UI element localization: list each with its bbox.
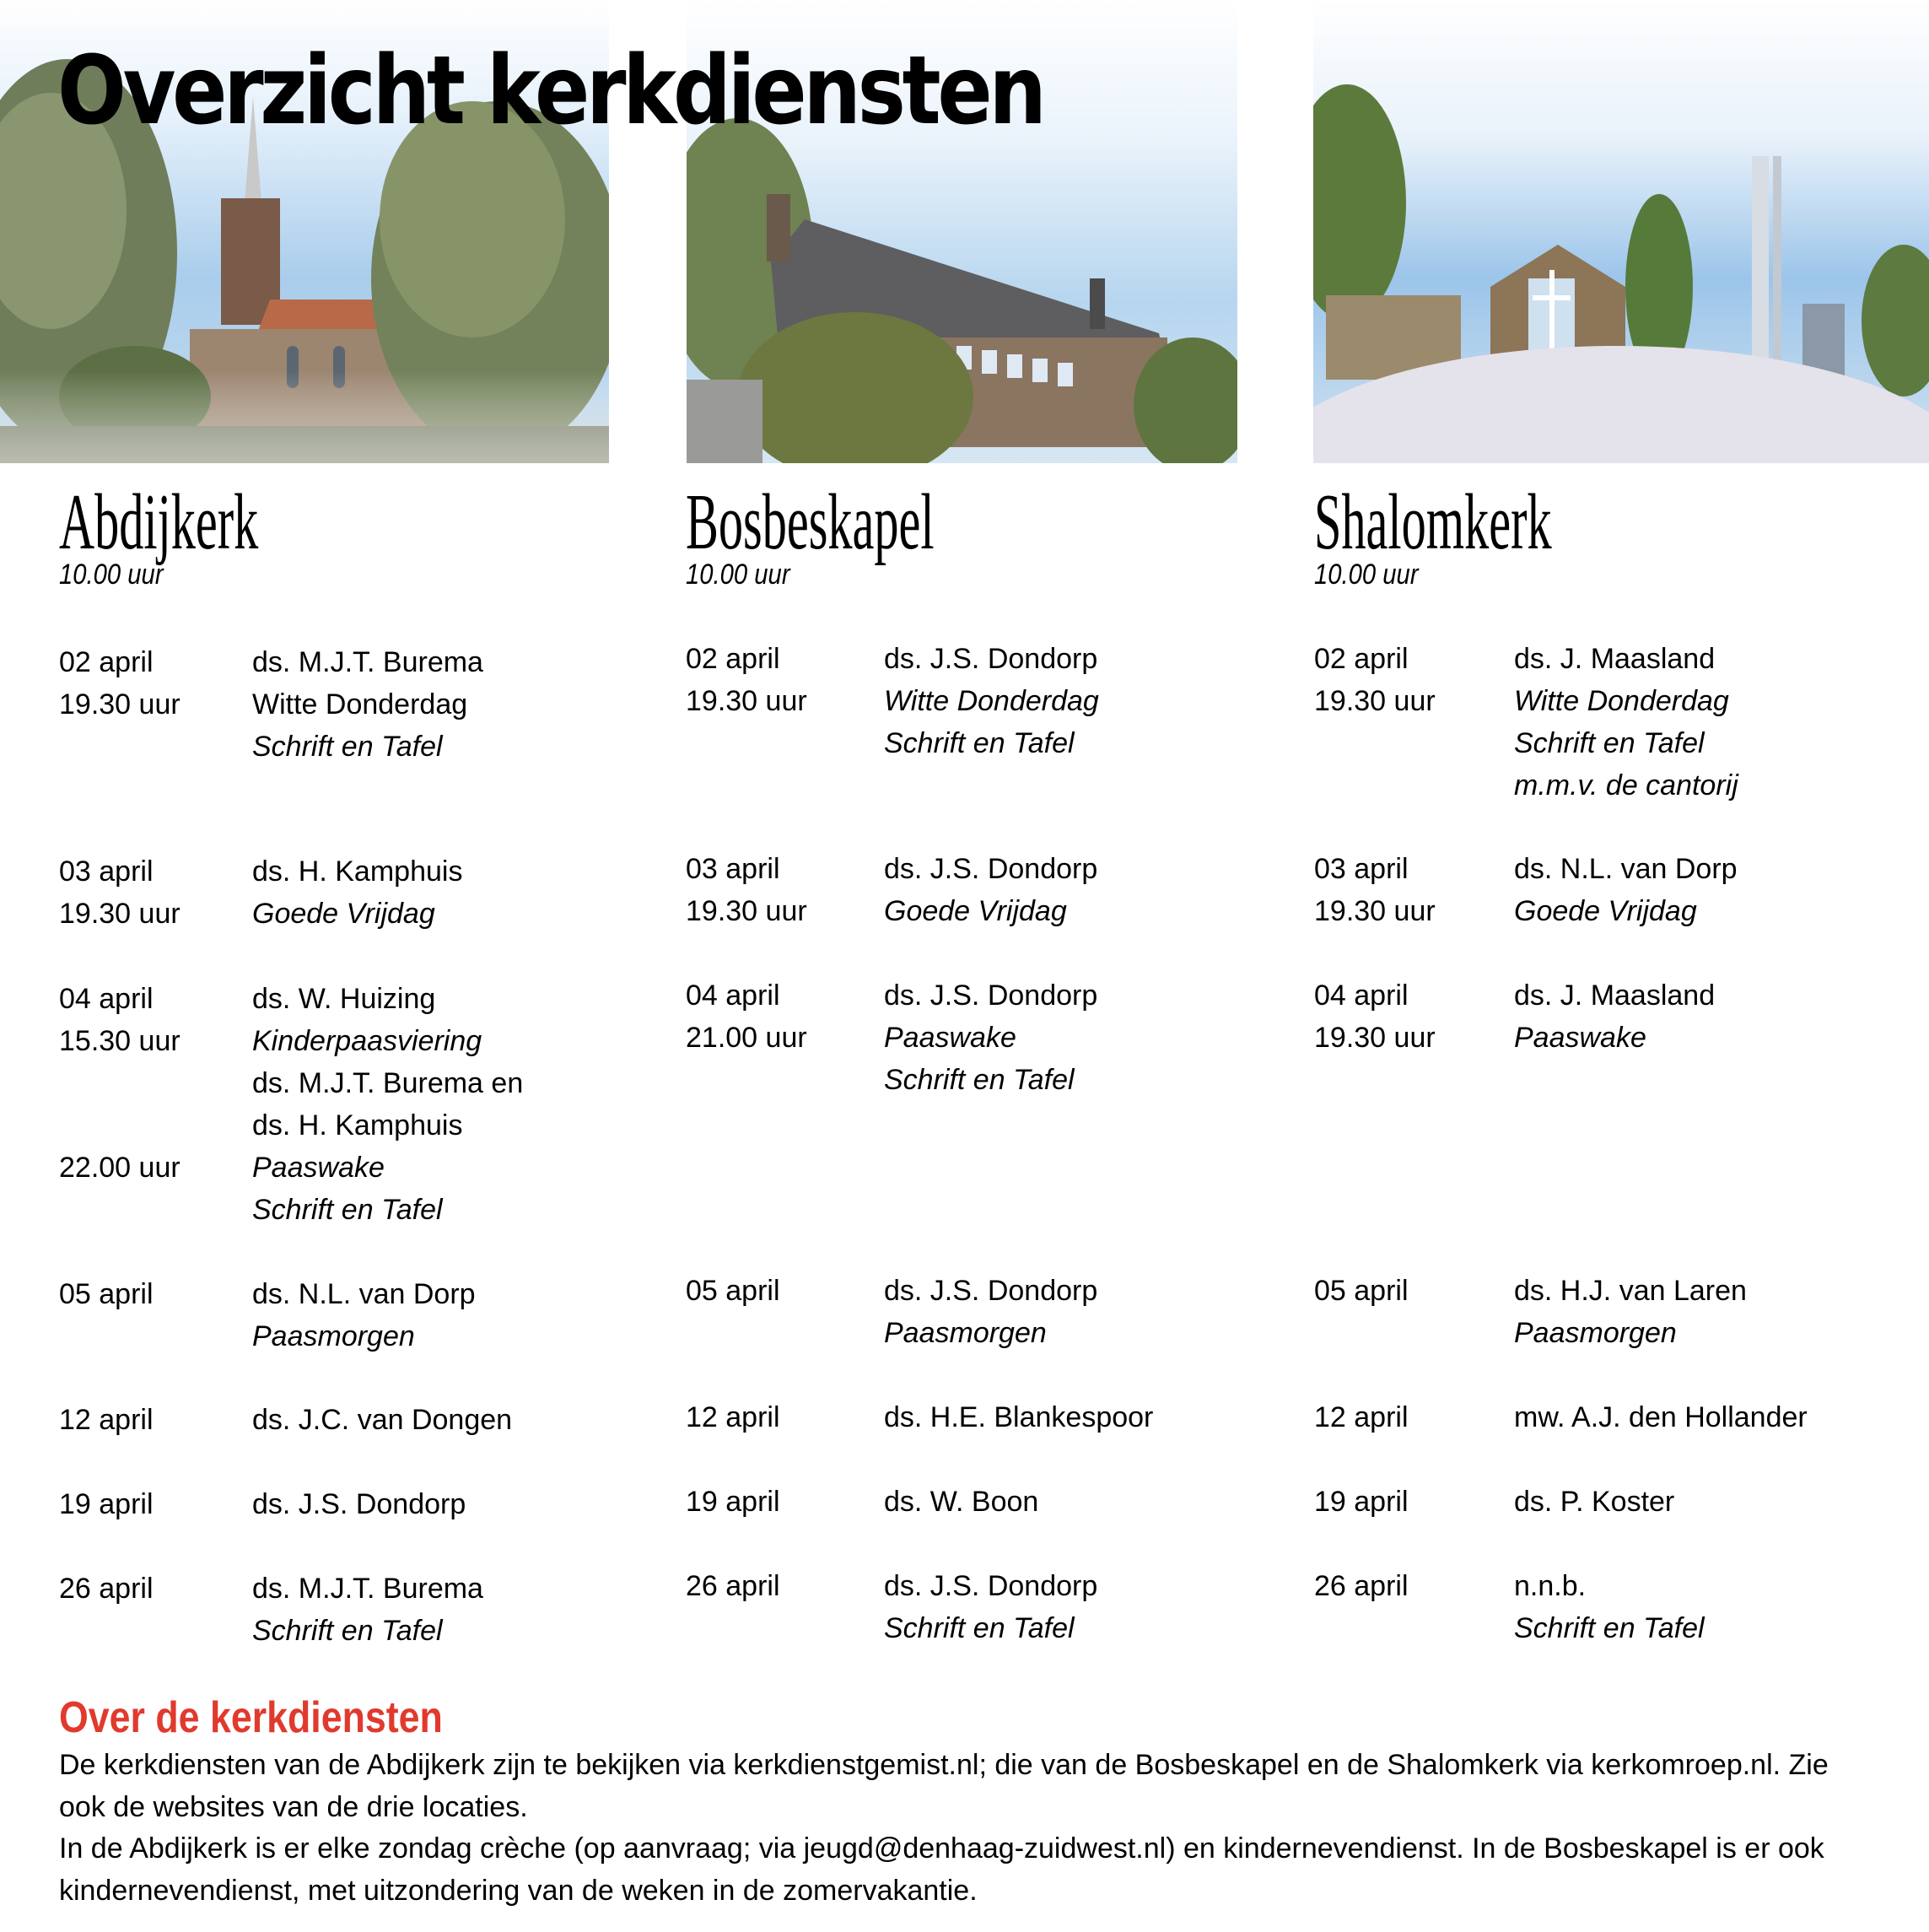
church-name: Shalomkerk xyxy=(1314,478,1552,566)
service-details xyxy=(884,974,1097,1101)
service-note: Goede Vrijdag xyxy=(252,898,435,930)
service-details xyxy=(1514,638,1738,807)
service-time: 19.30 uur xyxy=(686,895,807,927)
service-when xyxy=(686,848,807,932)
service-preacher: ds. J.S. Dondorp xyxy=(884,1275,1098,1307)
service-date: 12 april xyxy=(686,1401,780,1433)
service-note: Schrift en Tafel xyxy=(1514,1612,1705,1644)
service-time: 19.30 uur xyxy=(1314,895,1436,927)
service-preacher: ds. N.L. van Dorp xyxy=(1514,853,1738,885)
church-name: Bosbeskapel xyxy=(686,478,935,566)
service-time xyxy=(59,1104,181,1147)
service-note: Witte Donderdag xyxy=(252,688,468,720)
church-regular-time: 10.00 uur xyxy=(686,559,790,591)
service-note: Schrift en Tafel xyxy=(884,1064,1075,1096)
service-note: ds. M.J.T. Burema en xyxy=(252,1067,524,1099)
service-details xyxy=(884,1481,1038,1523)
service-note: Witte Donderdag xyxy=(884,685,1099,717)
service-when xyxy=(59,1483,154,1525)
service-note: Paasmorgen xyxy=(884,1317,1047,1349)
service-preacher: ds. J.S. Dondorp xyxy=(884,979,1098,1012)
service-note: Witte Donderdag xyxy=(1514,685,1729,717)
service-when xyxy=(686,1481,780,1523)
service-time: 19.30 uur xyxy=(59,898,181,930)
service-note: Paaswake xyxy=(884,1022,1016,1054)
service-date: 05 april xyxy=(59,1278,154,1310)
footer-line: De kerkdiensten van de Abdijkerk zijn te bekijken via kerkdienstgemist.nl; die van de Bosbeskapel en de Shalomkerk via kerkomroep.nl. Zie xyxy=(59,1749,1829,1781)
service-preacher: ds. M.J.T. Burema xyxy=(252,646,483,678)
footer-line: In de Abdijkerk is er elke zondag crèche (op aanvraag; via jeugd@denhaag-zuidwest.nl) en kindernevendienst. In de Bosbeskapel is er ook xyxy=(59,1832,1824,1865)
service-note: Goede Vrijdag xyxy=(1514,895,1697,927)
service-date: 26 april xyxy=(1314,1570,1409,1602)
service-preacher: ds. J.S. Dondorp xyxy=(884,1570,1098,1602)
service-preacher: ds. J. Maasland xyxy=(1514,979,1716,1012)
service-preacher: ds. M.J.T. Burema xyxy=(252,1573,483,1605)
service-date: 12 april xyxy=(1314,1401,1409,1433)
service-time: 19.30 uur xyxy=(59,688,181,720)
church-name: Abdijkerk xyxy=(59,478,259,566)
service-preacher: ds. N.L. van Dorp xyxy=(252,1278,476,1310)
service-when xyxy=(1314,1396,1409,1438)
service-note: Schrift en Tafel xyxy=(252,731,443,763)
service-preacher: ds. P. Koster xyxy=(1514,1486,1675,1518)
service-date: 05 april xyxy=(686,1275,780,1307)
service-time: 19.30 uur xyxy=(1314,1022,1436,1054)
service-when xyxy=(1314,1481,1409,1523)
service-preacher: ds. W. Huizing xyxy=(252,983,436,1015)
service-details xyxy=(1514,1396,1808,1438)
service-preacher: ds. J.S. Dondorp xyxy=(884,853,1098,885)
shalomkerk-photo xyxy=(1313,0,1929,463)
service-note: Paaswake xyxy=(1514,1022,1646,1054)
service-note: Paaswake xyxy=(252,1152,385,1184)
service-details xyxy=(884,848,1097,932)
service-preacher: ds. H.E. Blankespoor xyxy=(884,1401,1154,1433)
service-note: Schrift en Tafel xyxy=(252,1615,443,1647)
service-time: 22.00 uur xyxy=(59,1152,181,1184)
church-regular-time: 10.00 uur xyxy=(1314,559,1419,591)
service-time: 15.30 uur xyxy=(59,1025,181,1057)
service-note: Goede Vrijdag xyxy=(884,895,1067,927)
service-time xyxy=(59,1062,181,1104)
service-note: Kinderpaasviering xyxy=(252,1025,482,1057)
service-date: 02 april xyxy=(686,643,780,675)
service-time: 19.30 uur xyxy=(1314,685,1436,717)
service-date: 02 april xyxy=(59,646,154,678)
service-preacher: n.n.b. xyxy=(1514,1570,1587,1602)
footer-line: kindernevendienst, met uitzondering van de weken in de zomervakantie. xyxy=(59,1874,978,1907)
service-preacher: ds. H. Kamphuis xyxy=(252,855,463,888)
service-when xyxy=(686,1270,780,1312)
service-note: Paasmorgen xyxy=(252,1320,415,1352)
service-date: 19 april xyxy=(1314,1486,1409,1518)
service-details xyxy=(252,1568,483,1652)
service-when xyxy=(59,1568,154,1610)
service-details xyxy=(252,850,462,935)
service-preacher: mw. A.J. den Hollander xyxy=(1514,1401,1808,1433)
service-date: 04 april xyxy=(686,979,780,1012)
service-details xyxy=(1514,848,1738,932)
service-preacher: ds. W. Boon xyxy=(884,1486,1039,1518)
service-note: ds. H. Kamphuis xyxy=(252,1109,463,1141)
service-note: Schrift en Tafel xyxy=(1514,727,1705,759)
service-note: Schrift en Tafel xyxy=(252,1194,443,1226)
service-preacher: ds. H.J. van Laren xyxy=(1514,1275,1747,1307)
service-details xyxy=(1514,1481,1674,1523)
service-when xyxy=(686,638,807,722)
service-details xyxy=(252,1399,512,1441)
service-date: 26 april xyxy=(59,1573,154,1605)
service-details xyxy=(884,1565,1097,1649)
service-date: 03 april xyxy=(686,853,780,885)
service-when xyxy=(686,1396,780,1438)
service-date: 03 april xyxy=(1314,853,1409,885)
service-details xyxy=(252,1483,466,1525)
service-note: Schrift en Tafel xyxy=(884,1612,1075,1644)
service-date: 19 april xyxy=(686,1486,780,1518)
service-preacher: ds. J.C. van Dongen xyxy=(252,1404,513,1436)
service-time: 19.30 uur xyxy=(686,685,807,717)
service-note: m.m.v. de cantorij xyxy=(1514,769,1738,801)
service-when xyxy=(59,978,181,1189)
service-time: 21.00 uur xyxy=(686,1022,807,1054)
service-date: 12 april xyxy=(59,1404,154,1436)
service-date: 02 april xyxy=(1314,643,1409,675)
service-note: Paasmorgen xyxy=(1514,1317,1677,1349)
service-details xyxy=(884,1396,1153,1438)
service-when xyxy=(1314,848,1436,932)
service-details xyxy=(252,641,483,768)
service-when xyxy=(686,1565,780,1607)
service-when xyxy=(1314,1270,1409,1312)
service-note: Schrift en Tafel xyxy=(884,727,1075,759)
church-regular-time: 10.00 uur xyxy=(59,559,164,591)
service-date: 05 april xyxy=(1314,1275,1409,1307)
service-preacher: ds. J.S. Dondorp xyxy=(884,643,1098,675)
service-when xyxy=(59,1399,154,1441)
service-details xyxy=(884,1270,1097,1354)
service-date: 03 april xyxy=(59,855,154,888)
footer-line: ook de websites van de drie locaties. xyxy=(59,1790,528,1823)
service-details xyxy=(1514,1270,1747,1354)
service-preacher: ds. J.S. Dondorp xyxy=(252,1488,466,1520)
service-when xyxy=(1314,638,1436,722)
service-details xyxy=(1514,974,1715,1059)
service-details xyxy=(884,638,1099,764)
service-date: 26 april xyxy=(686,1570,780,1602)
service-when xyxy=(686,974,807,1059)
service-date: 04 april xyxy=(59,983,154,1015)
service-when xyxy=(59,641,181,726)
page-title: Overzicht kerkdiensten xyxy=(57,36,1043,146)
service-when xyxy=(1314,974,1436,1059)
service-preacher: ds. J. Maasland xyxy=(1514,643,1716,675)
service-date: 19 april xyxy=(59,1488,154,1520)
footer-text xyxy=(59,1745,1898,1912)
footer-heading: Over de kerkdiensten xyxy=(59,1693,443,1742)
service-details xyxy=(252,978,523,1231)
service-when xyxy=(1314,1565,1409,1607)
service-details xyxy=(252,1273,476,1357)
service-when xyxy=(59,850,181,935)
service-details xyxy=(1514,1565,1705,1649)
service-date: 04 april xyxy=(1314,979,1409,1012)
service-when xyxy=(59,1273,154,1315)
